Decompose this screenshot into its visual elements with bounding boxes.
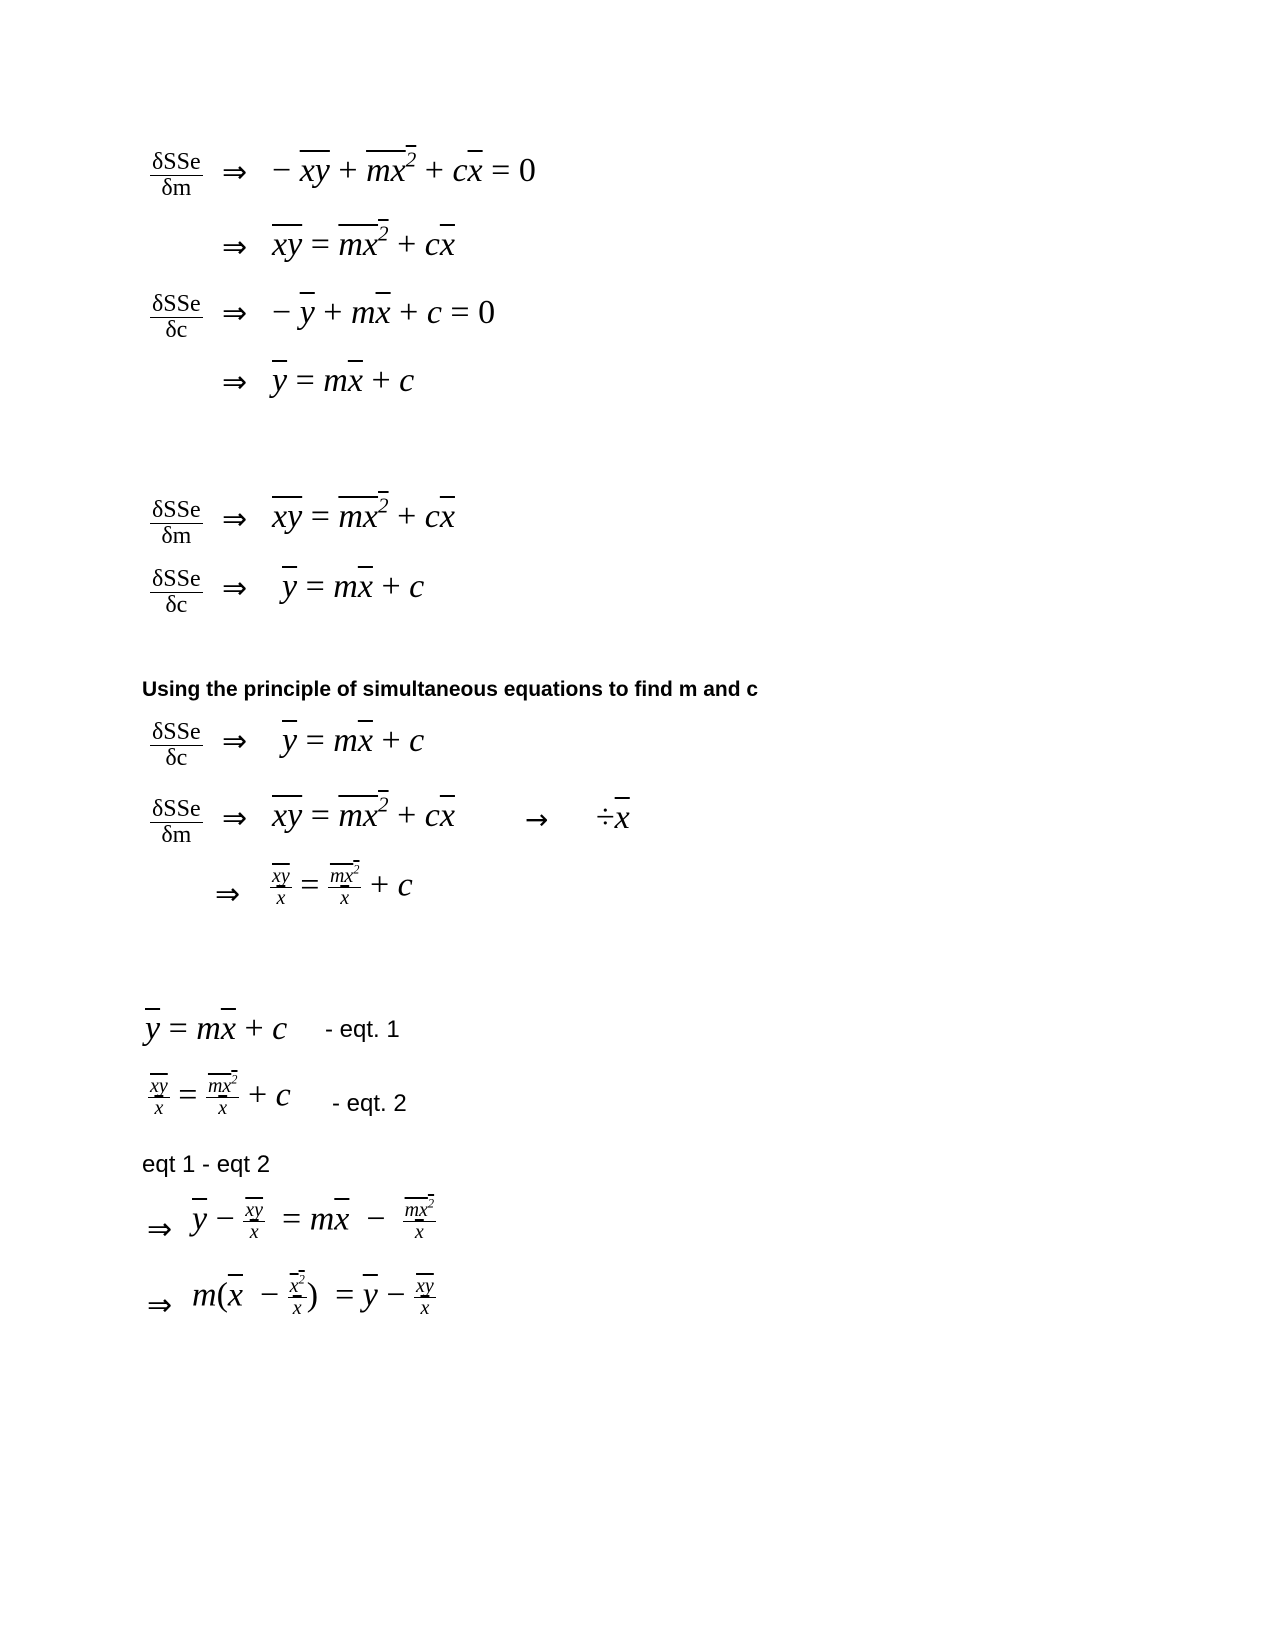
divide-by-x-bar: $\div\overline{x}$: [596, 799, 630, 836]
derivative-numerator: δSSe: [152, 291, 201, 317]
partial-ssw-over-c-3: [150, 720, 203, 771]
derivative-denominator: δc: [165, 745, 188, 772]
implies-symbol: ⇒: [222, 571, 248, 606]
derivative-numerator: δSSe: [152, 149, 201, 175]
equation-y-bar: $\overline{y} = m\overline{x} + c$: [272, 362, 415, 399]
derivative-numerator: δSSe: [152, 497, 201, 523]
equation-1: $\overline{y} = m\overline{x} + c$: [145, 1010, 288, 1047]
divide-sign: ÷: [596, 799, 615, 836]
derivative-denominator: δm: [161, 523, 192, 550]
derivative-numerator: δSSe: [152, 566, 201, 592]
derivative-numerator: δSSe: [152, 796, 201, 822]
implies-symbol: ⇒: [222, 365, 248, 400]
implies-symbol: ⇒: [222, 724, 248, 759]
equation-2-label: - eqt. 2: [332, 1090, 407, 1117]
partial-ssw-over-m-3: [150, 797, 203, 848]
implies-symbol: ⇒: [147, 1212, 173, 1247]
equation-subtracted: $\overline{y}$ − $\frac{\overline{xy}}{x}$ = $m\overline{x}$ − $\frac{mx^2}{x}$: [192, 1196, 435, 1243]
partial-ssw-over-c-1: [150, 292, 203, 343]
implies-symbol: ⇒: [147, 1288, 173, 1323]
derivative-denominator: δc: [165, 592, 188, 619]
partial-ssw-over-m-2: [150, 498, 203, 549]
equation-factored: $m(\overline{x}$ − $\frac{x^2}{x}$ ) = $\overline{y}$ − $\frac{\overline{xy}}{x}$: [192, 1272, 434, 1319]
equation-2: $\frac{\overline{xy}}{x}$ = $\frac{mx^2}{x}$ + c: [150, 1072, 291, 1119]
derivative-denominator: δm: [161, 175, 192, 202]
equation-1-label: - eqt. 1: [325, 1016, 400, 1043]
equation-normal-m: − $\overline{xy} + mx^2 + c\overline{x} = 0$: [272, 147, 536, 189]
implies-symbol: ⇒: [222, 155, 248, 190]
equation-y-bar-sim: $\overline{y} = m\overline{x} + c$: [282, 722, 425, 759]
implies-symbol: ⇒: [222, 296, 248, 331]
derivative-denominator: δc: [165, 317, 188, 344]
subtraction-label: eqt 1 - eqt 2: [142, 1151, 271, 1178]
partial-ssw-over-c-2: [150, 567, 203, 618]
section-heading: Using the principle of simultaneous equations to find m and c: [142, 678, 759, 701]
implies-symbol: ⇒: [215, 877, 241, 912]
equation-xy-bar: $\overline{xy} = mx^2 + c\overline{x}$: [272, 221, 455, 263]
implies-symbol: ⇒: [222, 801, 248, 836]
equation-divided: $\frac{\overline{xy}}{x}$ = $\frac{mx^2}{x}$ + c: [272, 862, 413, 909]
equation-xy-bar-sim: $\overline{xy} = mx^2 + c\overline{x}$: [272, 792, 455, 834]
derivative-numerator: δSSe: [152, 719, 201, 745]
equation-normal-c: − $\overline{y} + m\overline{x} + c = 0$: [272, 294, 496, 331]
equation-y-bar-summary: $\overline{y} = m\overline{x} + c$: [282, 568, 425, 605]
implies-symbol: ⇒: [222, 230, 248, 265]
partial-ssw-over-m-1: [150, 150, 203, 201]
implies-symbol: ⇒: [222, 502, 248, 537]
equation-xy-bar-summary: $\overline{xy} = mx^2 + c\overline{x}$: [272, 493, 455, 535]
right-arrow: →: [525, 803, 549, 836]
derivative-denominator: δm: [161, 822, 192, 849]
